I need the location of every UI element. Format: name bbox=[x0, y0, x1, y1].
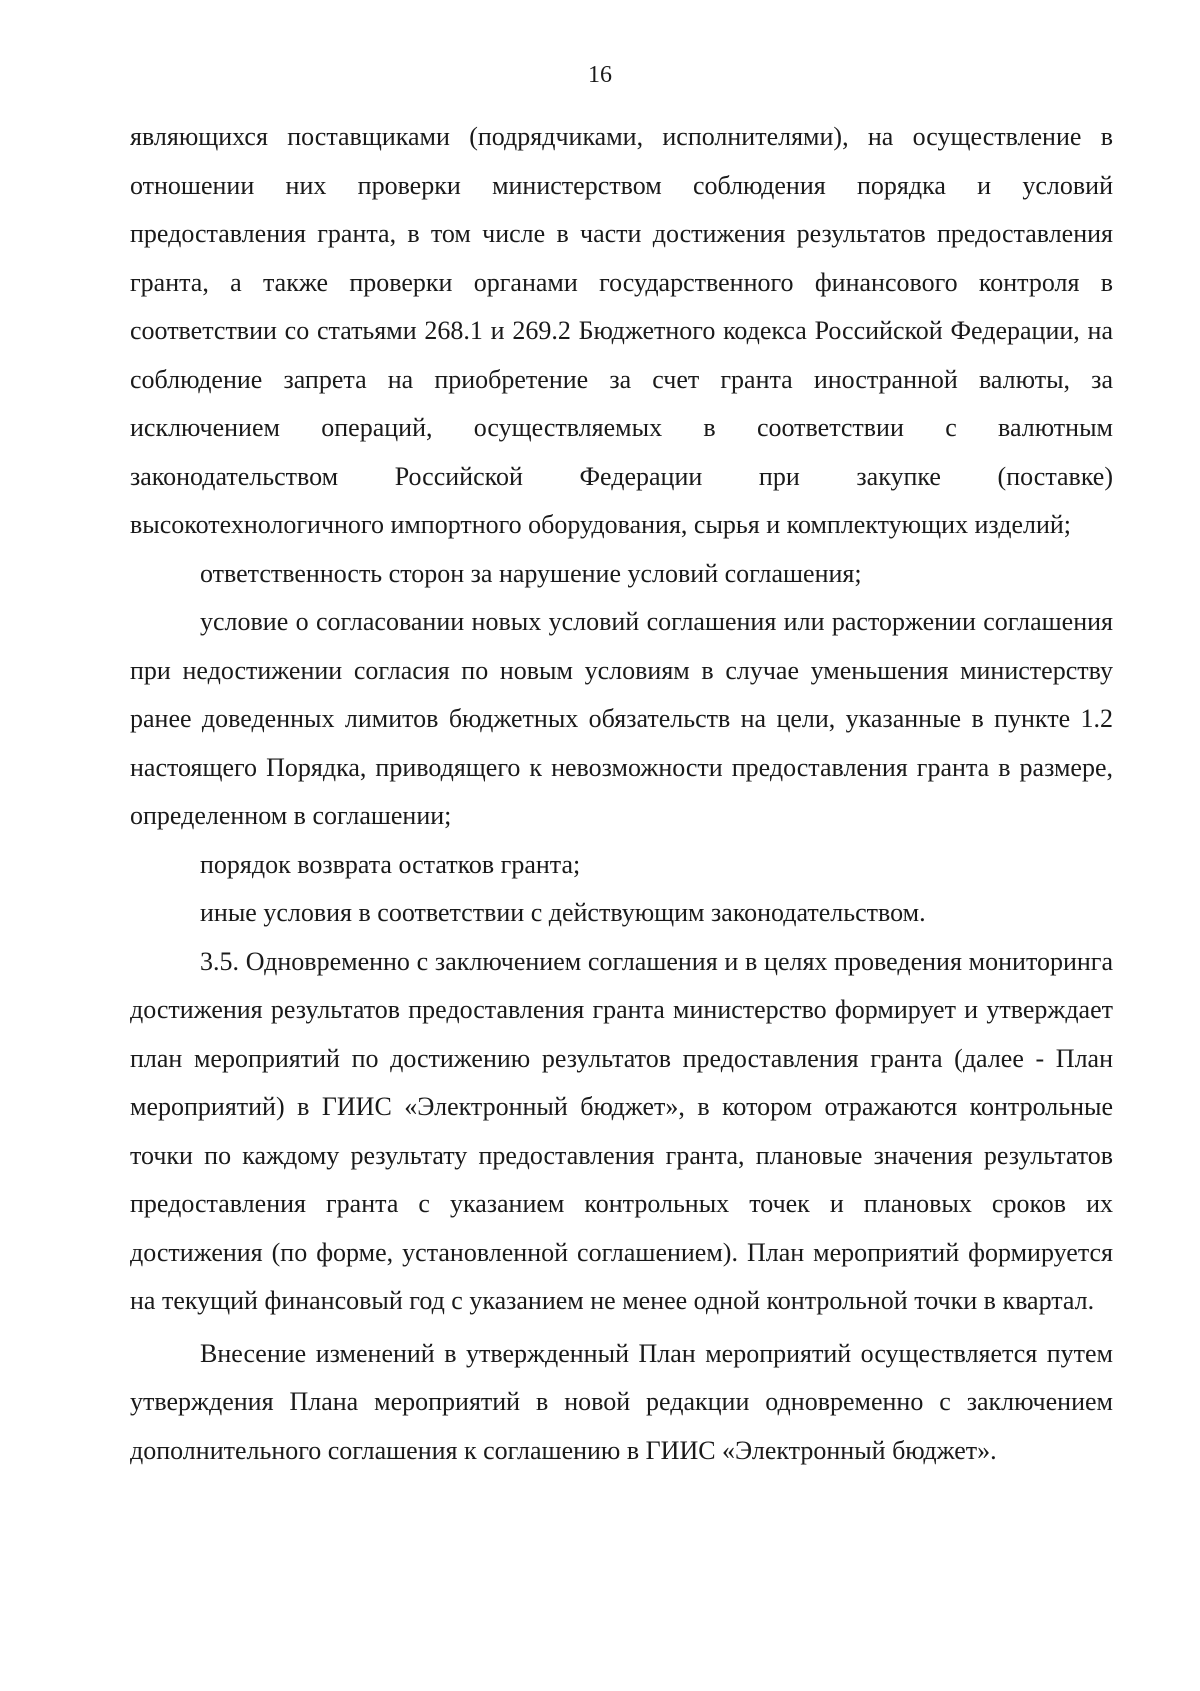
paragraph-continuation: являющихся поставщиками (подрядчиками, исполнителями), на осуществление в отношении них проверки министерством соблюдения порядка и условий предоставления гранта, в том числе в части достижения результатов предоставления гранта, а также проверки органами государственного финансового контроля в соответствии со статьями 268.1 и 269.2 Бюджетного кодекса Российской Федерации, на соблюдение запрета на приобретение за счет гранта иностранной валюты, за исключением операций, осуществляемых в соответствии с валютным законодательством Российской Федерации при закупке (поставке) высокотехнологичного импортного оборудования, сырья и комплектующих изделий; bbox=[130, 122, 1113, 539]
paragraph-responsibility: ответственность сторон за нарушение условий соглашения; bbox=[200, 558, 862, 588]
page-number: 16 bbox=[588, 62, 612, 88]
paragraph-other-conditions: иные условия в соответствии с действующим законодательством. bbox=[200, 898, 926, 927]
paragraph-agreement-conditions: условие о согласовании новых условий соглашения или расторжении соглашения при недостижении согласия по новым условиям в случае уменьшения министерству ранее доведенных лимитов бюджетных обязательств на цели, указанные в пункте 1.2 настоящего Порядка, приводящего к невозможности предоставления гранта в размере, определенном в соглашении; bbox=[130, 607, 1113, 830]
document-body bbox=[130, 113, 1113, 1475]
paragraph-refund-procedure: порядок возврата остатков гранта; bbox=[200, 849, 581, 879]
paragraph-3-5: 3.5. Одновременно с заключением соглашения и в целях проведения мониторинга достижения результатов предоставления гранта министерство формирует и утверждает план мероприятий по достижению результатов предоставления гранта (далее - План мероприятий) в ГИИС «Электронный бюджет», в котором отражаются контрольные точки по каждому результату предоставления гранта, плановые значения результатов предоставления гранта с указанием контрольных точек и плановых сроков их достижения (по форме, установленной соглашением). План мероприятий формируется на текущий финансовый год с указанием не менее одной контрольной точки в квартал. bbox=[130, 946, 1113, 1315]
paragraph-plan-amendments: Внесение изменений в утвержденный План мероприятий осуществляется путем утверждения Плана мероприятий в новой редакции одновременно с заключением дополнительного соглашения к соглашению в ГИИС «Электронный бюджет». bbox=[130, 1338, 1113, 1465]
